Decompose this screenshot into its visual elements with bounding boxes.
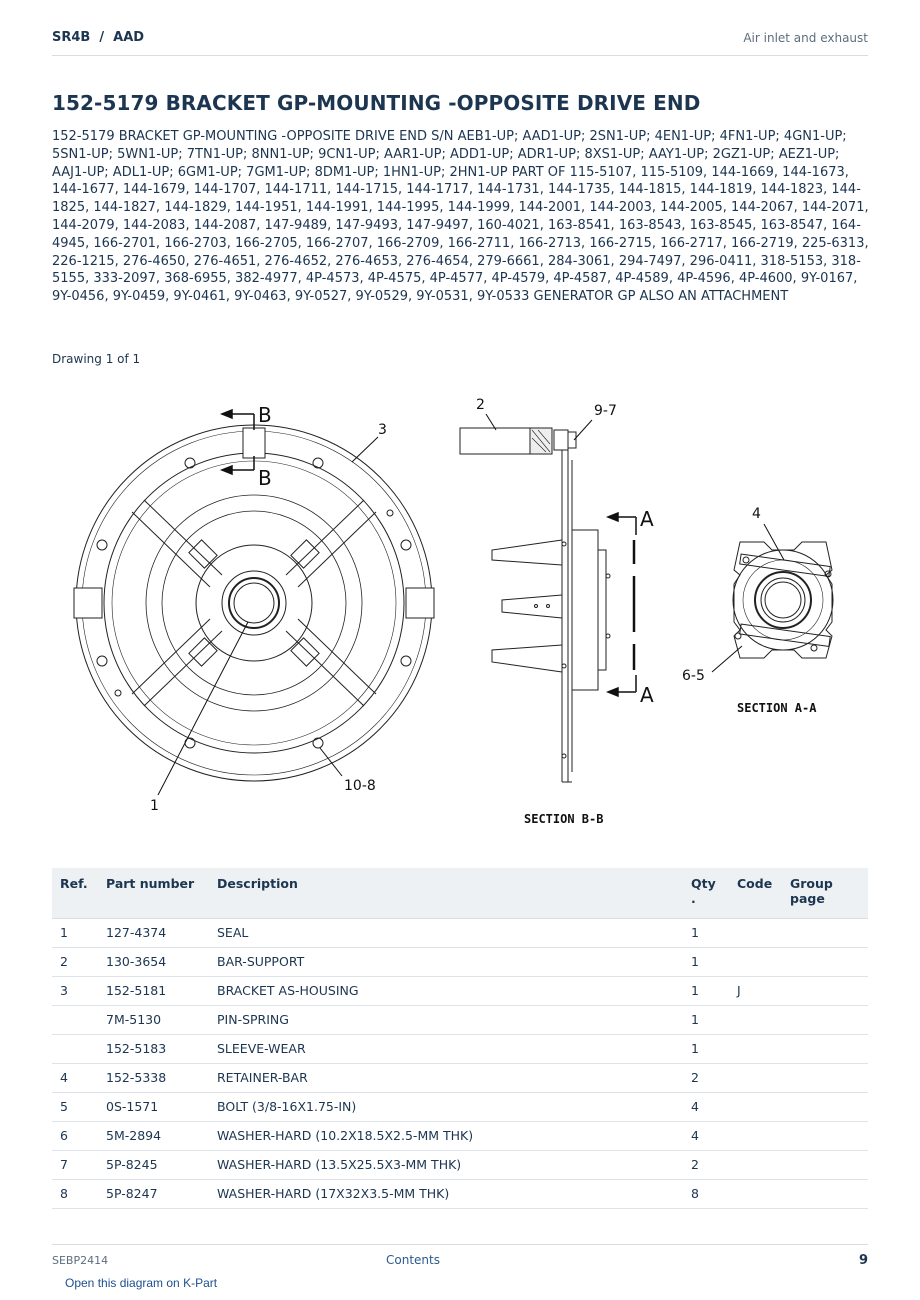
cell-part-number: 152-5181 xyxy=(98,976,209,1005)
parts-table xyxy=(52,868,868,1209)
cell-part-number: 5P-8245 xyxy=(98,1150,209,1179)
cell-code xyxy=(729,1179,782,1208)
cell-part-number: 5M-2894 xyxy=(98,1121,209,1150)
table-row xyxy=(52,1179,868,1208)
callout-4-leader xyxy=(764,524,784,560)
cell-ref: 6 xyxy=(52,1121,98,1150)
cell-group xyxy=(782,1034,868,1063)
cell-code xyxy=(729,1034,782,1063)
cell-ref: 8 xyxy=(52,1179,98,1208)
callout-3: 3 xyxy=(378,422,387,438)
cell-part-number: 5P-8247 xyxy=(98,1179,209,1208)
side-view-drawing xyxy=(460,428,610,782)
cell-ref: 2 xyxy=(52,947,98,976)
cell-description: BRACKET AS-HOUSING xyxy=(209,976,683,1005)
cell-ref: 5 xyxy=(52,1092,98,1121)
col-qty-line1: Qty xyxy=(691,876,716,891)
col-group-line1: Group xyxy=(790,876,833,891)
cell-ref xyxy=(52,1034,98,1063)
section-a-label-bottom: A xyxy=(640,683,654,707)
cell-description: WASHER-HARD (10.2X18.5X2.5-MM THK) xyxy=(209,1121,683,1150)
parts-diagram xyxy=(52,390,868,835)
part-description: 152-5179 BRACKET GP-MOUNTING -OPPOSITE DRIVE END S/N AEB1-UP; AAD1-UP; 2SN1-UP; 4EN1-UP; 4FN1-UP; 4GN1-UP; 5SN1-UP; 5WN1-UP; 7TN1-UP; 8NN1-UP; 9CN1-UP; AAR1-UP; ADD1-UP; ADR1-UP; 8XS1-UP; AAY1-UP; 2GZ1-UP; AEZ1-UP; AAJ1-UP; ADL1-UP; 6GM1-UP; 7GM1-UP; 8DM1-UP; 1HN1-UP; 2HN1-UP PART OF 115-5107, 115-5109, 144-1669, 144-1673, 144-1677, 144-1679, 144-1707, 144-1711, 144-1715, 144-1717, 144-1731, 144-1735, 144-1815, 144-1819, 144-1823, 144-1825, 144-1827, 144-1829, 144-1951, 144-1991, 144-1995, 144-1999, 144-2001, 144-2003, 144-2005, 144-2067, 144-2071, 144-2079, 144-2083, 144-2087, 147-9489, 147-9493, 147-9497, 160-4021, 163-8541, 163-8543, 163-8545, 163-8547, 164-4945, 166-2701, 166-2703, 166-2705, 166-2707, 166-2709, 166-2711, 166-2713, 166-2715, 166-2717, 166-2719, 225-6313, 226-1215, 276-4650, 276-4651, 276-4652, 276-4653, 276-4654, 279-6661, 284-3061, 294-7497, 296-0411, 318-5153, 318-5155, 333-2097, 368-6955, 382-4977, 4P-4573, 4P-4575, 4P-4577, 4P-4579, 4P-4587, 4P-4589, 4P-4596, 4P-4600, 9Y-0167, 9Y-0456, 9Y-0459, 9Y-0461, 9Y-0463, 9Y-0527, 9Y-0529, 9Y-0531, 9Y-0533 GENERATOR GP ALSO AN ATTACHMENT xyxy=(52,129,869,305)
drawing-count: Drawing 1 of 1 xyxy=(52,352,141,366)
section-b-label-top: B xyxy=(258,403,272,427)
cell-qty: 4 xyxy=(683,1121,729,1150)
cell-part-number: 152-5183 xyxy=(98,1034,209,1063)
cell-qty: 1 xyxy=(683,976,729,1005)
cell-qty: 1 xyxy=(683,947,729,976)
cell-part-number: 7M-5130 xyxy=(98,1005,209,1034)
cell-group xyxy=(782,1005,868,1034)
cell-description: RETAINER-BAR xyxy=(209,1063,683,1092)
cell-group xyxy=(782,1092,868,1121)
cell-description: BAR-SUPPORT xyxy=(209,947,683,976)
cell-group xyxy=(782,1179,868,1208)
cell-code: J xyxy=(729,976,782,1005)
callout-10-8-leader xyxy=(320,748,342,776)
kpart-link[interactable]: Open this diagram on K-Part xyxy=(65,1276,218,1290)
cell-description: PIN-SPRING xyxy=(209,1005,683,1034)
col-description: Description xyxy=(209,868,683,918)
cell-description: SEAL xyxy=(209,918,683,947)
cell-group xyxy=(782,918,868,947)
model-breadcrumb: SR4B / AAD xyxy=(52,30,145,45)
page-title: 152-5179 BRACKET GP-MOUNTING -OPPOSITE DRIVE END xyxy=(52,91,701,115)
callout-9-7-leader xyxy=(574,420,592,440)
document-id: SEBP2414 xyxy=(52,1254,109,1267)
callout-2: 2 xyxy=(476,397,485,413)
cell-group xyxy=(782,1063,868,1092)
cell-code xyxy=(729,1063,782,1092)
cell-ref: 7 xyxy=(52,1150,98,1179)
cell-part-number: 0S-1571 xyxy=(98,1092,209,1121)
table-header-row xyxy=(52,868,868,918)
callout-10-8: 10-8 xyxy=(344,778,376,794)
cell-code xyxy=(729,947,782,976)
table-row xyxy=(52,1121,868,1150)
callout-1-leader xyxy=(158,622,248,795)
cell-qty: 1 xyxy=(683,1005,729,1034)
col-group-line2: page xyxy=(790,891,825,906)
callout-3-leader xyxy=(352,437,378,462)
page-header xyxy=(52,28,868,56)
callout-6-5-leader xyxy=(712,646,742,672)
table-row xyxy=(52,1034,868,1063)
table-row xyxy=(52,1092,868,1121)
cell-code xyxy=(729,1092,782,1121)
callout-1: 1 xyxy=(150,798,159,814)
cell-description: BOLT (3/8-16X1.75-IN) xyxy=(209,1092,683,1121)
col-group-page xyxy=(782,868,868,918)
cell-description: WASHER-HARD (13.5X25.5X3-MM THK) xyxy=(209,1150,683,1179)
cell-qty: 4 xyxy=(683,1092,729,1121)
cell-qty: 2 xyxy=(683,1063,729,1092)
cell-ref: 1 xyxy=(52,918,98,947)
cell-part-number: 127-4374 xyxy=(98,918,209,947)
section-a-markers xyxy=(608,513,636,696)
col-code: Code xyxy=(729,868,782,918)
cell-code xyxy=(729,1121,782,1150)
cell-description: SLEEVE-WEAR xyxy=(209,1034,683,1063)
section-a-label-top: A xyxy=(640,507,654,531)
cell-ref xyxy=(52,1005,98,1034)
section-b-label-bottom: B xyxy=(258,466,272,490)
table-row xyxy=(52,976,868,1005)
page-footer xyxy=(52,1244,868,1274)
section-aa-label: SECTION A-A xyxy=(737,701,817,715)
cell-qty: 8 xyxy=(683,1179,729,1208)
cell-code xyxy=(729,918,782,947)
cell-qty: 1 xyxy=(683,1034,729,1063)
cell-code xyxy=(729,1150,782,1179)
cell-group xyxy=(782,1121,868,1150)
table-row xyxy=(52,1150,868,1179)
callout-9-7: 9-7 xyxy=(594,403,617,419)
section-bb-label: SECTION B-B xyxy=(524,812,604,826)
section-name: Air inlet and exhaust xyxy=(743,31,868,45)
cell-group xyxy=(782,976,868,1005)
cell-qty: 1 xyxy=(683,918,729,947)
cell-qty: 2 xyxy=(683,1150,729,1179)
front-view-drawing xyxy=(74,425,434,781)
col-qty-line2: . xyxy=(691,891,696,906)
page-number: 9 xyxy=(858,1253,868,1268)
col-qty xyxy=(683,868,729,918)
cell-description: WASHER-HARD (17X32X3.5-MM THK) xyxy=(209,1179,683,1208)
table-row xyxy=(52,1005,868,1034)
col-part-number: Part number xyxy=(98,868,209,918)
table-row xyxy=(52,918,868,947)
contents-link[interactable]: Contents xyxy=(386,1253,440,1267)
table-row xyxy=(52,947,868,976)
col-ref: Ref. xyxy=(52,868,98,918)
cell-part-number: 130-3654 xyxy=(98,947,209,976)
callout-6-5: 6-5 xyxy=(682,668,705,684)
cell-ref: 3 xyxy=(52,976,98,1005)
cell-part-number: 152-5338 xyxy=(98,1063,209,1092)
cell-code xyxy=(729,1005,782,1034)
cell-group xyxy=(782,947,868,976)
section-aa-drawing xyxy=(733,542,833,658)
cell-ref: 4 xyxy=(52,1063,98,1092)
table-row xyxy=(52,1063,868,1092)
cell-group xyxy=(782,1150,868,1179)
callout-4: 4 xyxy=(752,506,761,522)
